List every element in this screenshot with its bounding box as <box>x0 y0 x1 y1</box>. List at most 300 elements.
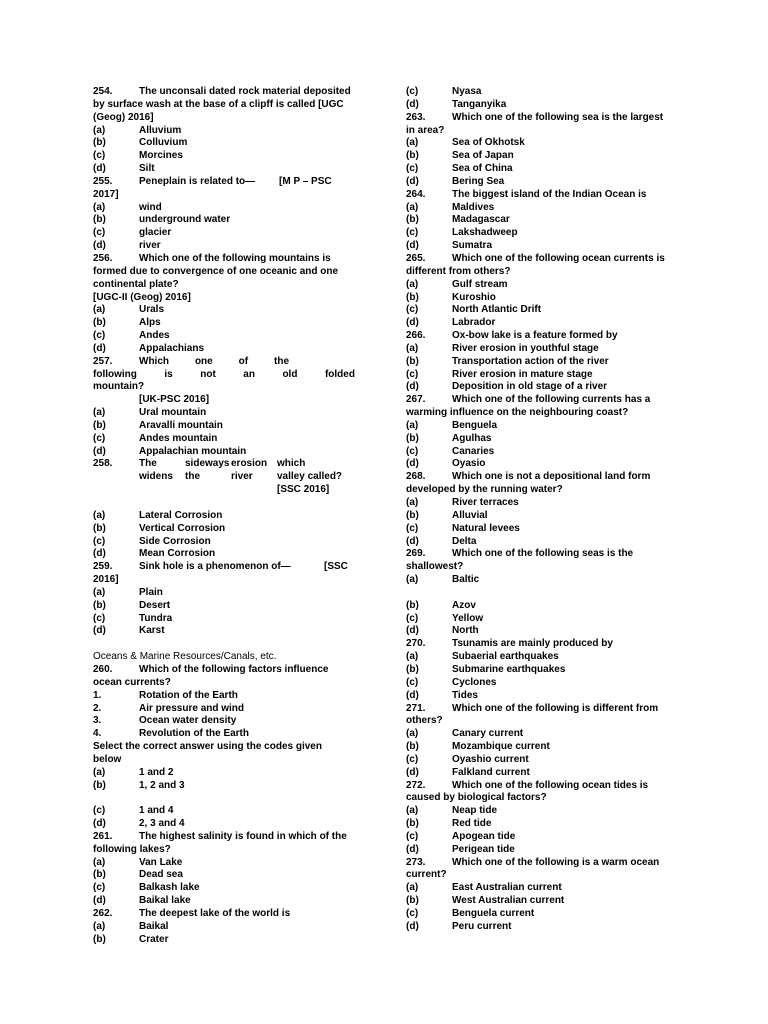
text: (c) <box>406 522 419 534</box>
text: Maldives <box>452 201 495 213</box>
option <box>406 163 676 176</box>
text: Which one of the following mountains is <box>139 252 331 264</box>
text: (c) <box>406 676 419 688</box>
option <box>93 510 355 523</box>
text: Van Lake <box>139 856 183 868</box>
text: (b) <box>406 509 419 521</box>
option <box>406 420 676 433</box>
text: (d) <box>406 98 419 110</box>
text: Appalachians <box>139 342 205 354</box>
question-261-stem-line: following lakes? <box>93 843 171 855</box>
question-256-stem <box>93 253 355 266</box>
text: The highest salinity is found in which of the <box>139 830 347 842</box>
question-267-stem <box>406 394 676 407</box>
question-261-stem <box>93 831 355 844</box>
option <box>406 831 676 844</box>
option <box>406 202 676 215</box>
text: Which one of the following is different from <box>452 702 659 714</box>
option <box>406 99 676 112</box>
text: (a) <box>406 574 419 586</box>
text: Dead sea <box>139 869 183 881</box>
text: 1 and 4 <box>139 805 174 817</box>
text: Which one of the following ocean currents is <box>452 252 665 264</box>
text: 259. <box>93 561 113 573</box>
option <box>93 921 355 934</box>
option <box>406 677 676 690</box>
text: (a) <box>406 342 419 354</box>
option <box>406 458 676 471</box>
text: (c) <box>93 882 106 894</box>
text: (a) <box>406 497 419 508</box>
text: Lateral Corrosion <box>139 509 223 521</box>
text: [UK-PSC 2016] <box>139 394 210 406</box>
question-273-stem <box>406 857 676 870</box>
text: (b) <box>93 214 106 226</box>
text: (d) <box>406 381 419 393</box>
text: which <box>277 458 306 470</box>
question-263-stem-line: in area? <box>406 124 445 136</box>
text: Rotation of the Earth <box>139 689 238 701</box>
list-item <box>93 728 355 741</box>
text: (c) <box>93 612 106 624</box>
option <box>406 304 676 317</box>
text: not <box>200 368 216 380</box>
text: erosion <box>231 458 268 470</box>
option <box>406 690 676 703</box>
text: (d) <box>93 895 106 907</box>
option <box>406 292 676 305</box>
option <box>93 240 355 253</box>
option <box>93 818 355 831</box>
text: Submarine earthquakes <box>452 663 566 675</box>
option <box>93 163 355 176</box>
text: (d) <box>93 625 106 637</box>
text: Silt <box>139 163 155 175</box>
text: Azov <box>452 599 476 611</box>
text: (a) <box>93 509 106 521</box>
text: old <box>282 368 298 380</box>
text: Which one is not a depositional land form <box>452 471 651 483</box>
text: (d) <box>406 535 419 547</box>
option <box>406 176 676 189</box>
option <box>93 869 355 882</box>
text: (a) <box>406 419 419 431</box>
text: (a) <box>93 586 106 598</box>
question-260-stem-line: ocean currents? <box>93 676 171 688</box>
option <box>406 227 676 240</box>
text: 258. <box>93 458 113 470</box>
text: Side Corrosion <box>139 535 211 547</box>
text: (b) <box>93 599 106 611</box>
section-heading: Oceans & Marine Resources/Canals, etc. <box>93 651 277 663</box>
option <box>406 240 676 253</box>
option <box>93 895 355 908</box>
option <box>406 754 676 767</box>
text: North <box>452 625 479 637</box>
text: Bering Sea <box>452 175 505 187</box>
question-271-stem-line: others? <box>406 715 443 727</box>
text: (c) <box>406 830 419 842</box>
text: Apogean tide <box>452 830 516 842</box>
text: wind <box>139 201 162 213</box>
text: (a) <box>406 805 419 817</box>
text: (c) <box>406 445 419 457</box>
text: (c) <box>406 86 419 97</box>
text: Peru current <box>452 920 512 932</box>
question-258-stem-line <box>93 471 355 484</box>
question-255-source: 2017] <box>93 188 119 200</box>
text: (d) <box>93 548 106 560</box>
option <box>406 908 676 921</box>
text: Tundra <box>139 612 173 624</box>
option <box>93 202 355 215</box>
text: Ox-bow lake is a feature formed by <box>452 330 618 342</box>
question-256-source: [UGC-II (Geog) 2016] <box>93 291 191 303</box>
option <box>93 317 355 330</box>
text: (b) <box>93 137 106 149</box>
option <box>406 805 676 818</box>
text: (b) <box>406 741 419 753</box>
text: 260. <box>93 663 113 675</box>
text: Air pressure and wind <box>139 702 245 714</box>
option <box>406 882 676 895</box>
option <box>406 523 676 536</box>
text: (a) <box>406 278 419 290</box>
text: (c) <box>406 753 419 765</box>
text: (d) <box>406 240 419 252</box>
text: following <box>93 368 137 380</box>
option <box>93 343 355 356</box>
text: (c) <box>406 612 419 624</box>
text: Alluvium <box>139 124 182 136</box>
question-259-stem <box>93 561 355 574</box>
list-item <box>93 690 355 703</box>
question-260-instruction: below <box>93 753 122 765</box>
option <box>93 214 355 227</box>
text: 3. <box>93 715 102 727</box>
text: of <box>238 355 249 367</box>
text: Aravalli mountain <box>139 419 223 431</box>
option <box>93 523 355 536</box>
text: Sea of China <box>452 163 513 175</box>
text: (d) <box>406 175 419 187</box>
text: The unconsali dated rock material deposited <box>139 86 351 97</box>
option <box>406 381 676 394</box>
text: Madagascar <box>452 214 510 226</box>
text: (b) <box>93 933 106 945</box>
text: (c) <box>93 432 106 444</box>
text: Labrador <box>452 317 496 329</box>
question-255-stem <box>93 176 355 189</box>
text: Which <box>139 355 169 367</box>
question-270-stem <box>406 638 676 651</box>
question-258-source <box>93 484 355 497</box>
option <box>406 446 676 459</box>
text: Which of the following factors influence <box>139 663 329 675</box>
text: 269. <box>406 548 426 560</box>
text: one <box>194 355 213 367</box>
text: Transportation action of the river <box>452 355 609 367</box>
text: River erosion in mature stage <box>452 368 593 380</box>
text: Mozambique current <box>452 741 550 753</box>
text: (d) <box>93 818 106 830</box>
option <box>406 356 676 369</box>
text: (c) <box>406 908 419 919</box>
text: (d) <box>406 920 419 932</box>
text: Gulf stream <box>452 278 508 290</box>
right-column <box>406 86 676 934</box>
text: Nyasa <box>452 86 482 97</box>
option <box>406 741 676 754</box>
question-268-stem-line: developed by the running water? <box>406 484 563 496</box>
text: The <box>139 458 157 470</box>
text: (a) <box>406 651 419 663</box>
text: Baikal lake <box>139 895 191 907</box>
text: 272. <box>406 779 426 791</box>
question-259-source: 2016] <box>93 574 119 586</box>
text: Alluvial <box>452 509 488 521</box>
option <box>406 279 676 292</box>
text: Oyashio current <box>452 753 529 765</box>
text: (b) <box>406 291 419 303</box>
text: (d) <box>93 342 106 354</box>
text: (b) <box>93 317 106 329</box>
text: Perigean tide <box>452 843 515 855</box>
text: (c) <box>93 330 106 342</box>
text: Tides <box>452 689 478 701</box>
text: 264. <box>406 188 426 200</box>
text: 271. <box>406 702 426 714</box>
text: 262. <box>93 908 113 919</box>
text: 263. <box>406 111 426 123</box>
question-254-source: (Geog) 2016] <box>93 111 154 123</box>
text: (b) <box>406 818 419 830</box>
text: North Atlantic Drift <box>452 304 542 316</box>
text: Plain <box>139 586 163 598</box>
text: 255. <box>93 175 113 187</box>
option <box>406 600 676 613</box>
text: Lakshadweep <box>452 227 518 239</box>
text: (a) <box>406 137 419 149</box>
option <box>406 844 676 857</box>
option <box>93 587 355 600</box>
text: Vertical Corrosion <box>139 522 226 534</box>
option <box>406 767 676 780</box>
text: Which one of the following currents has a <box>452 394 651 406</box>
question-268-stem <box>406 471 676 484</box>
question-260-instruction: Select the correct answer using the codes given <box>93 741 322 753</box>
question-256-stem-line: formed due to convergence of one oceanic and one <box>93 265 339 277</box>
option <box>93 446 355 459</box>
text: (a) <box>93 304 106 316</box>
text: [SSC <box>324 561 348 573</box>
option <box>93 536 355 549</box>
text: (d) <box>93 240 106 252</box>
text: Delta <box>452 535 477 547</box>
question-254-stem-line: by surface wash at the base of a clipff is called [UGC <box>93 98 344 110</box>
text: river <box>231 471 253 483</box>
option <box>93 600 355 613</box>
text: Which one of the following sea is the largest <box>452 111 664 123</box>
text: (d) <box>406 843 419 855</box>
question-266-stem <box>406 330 676 343</box>
text: Balkash lake <box>139 882 200 894</box>
text: 1 and 2 <box>139 766 174 778</box>
text: Oyasio <box>452 458 486 470</box>
text: The biggest island of the Indian Ocean is <box>452 188 647 200</box>
option <box>93 857 355 870</box>
text: Urals <box>139 304 165 316</box>
text: (a) <box>93 124 106 136</box>
question-272-stem <box>406 780 676 793</box>
text: Canary current <box>452 728 524 740</box>
text: Baltic <box>452 574 480 586</box>
text: River terraces <box>452 497 519 508</box>
text: Andes mountain <box>139 432 218 444</box>
text: Alps <box>139 317 161 329</box>
text: Appalachian mountain <box>139 445 247 457</box>
text: 270. <box>406 638 426 650</box>
option <box>406 536 676 549</box>
question-269-stem <box>406 548 676 561</box>
option <box>93 780 355 793</box>
text: the <box>185 471 200 483</box>
option <box>406 818 676 831</box>
option <box>93 934 355 947</box>
text: Peneplain is related to— <box>139 175 256 187</box>
text: (a) <box>93 856 106 868</box>
question-272-stem-line: caused by biological factors? <box>406 792 547 804</box>
text: (d) <box>406 766 419 778</box>
option <box>93 805 355 818</box>
question-257-stem-line: mountain? <box>93 381 145 393</box>
text: River erosion in youthful stage <box>452 342 599 354</box>
text: Colluvium <box>139 137 188 149</box>
text: (d) <box>406 625 419 637</box>
question-262-stem <box>93 908 355 921</box>
text: (a) <box>406 882 419 894</box>
text: Neap tide <box>452 805 498 817</box>
option <box>93 882 355 895</box>
option <box>406 651 676 664</box>
text: (b) <box>406 355 419 367</box>
option <box>406 921 676 934</box>
text: Cyclones <box>452 676 497 688</box>
text: (a) <box>93 407 106 419</box>
option <box>406 214 676 227</box>
question-273-stem-line: current? <box>406 869 447 881</box>
question-257-stem-line <box>93 369 355 382</box>
option <box>406 317 676 330</box>
question-256-stem-line: continental plate? <box>93 278 179 290</box>
text: an <box>243 368 255 380</box>
option <box>93 613 355 626</box>
text: 267. <box>406 394 426 406</box>
option <box>406 137 676 150</box>
text: the <box>274 355 290 367</box>
text: (b) <box>93 522 106 534</box>
question-258-stem <box>93 458 355 471</box>
text: Tanganyika <box>452 98 507 110</box>
text: Ural mountain <box>139 407 207 419</box>
text: 2, 3 and 4 <box>139 818 185 830</box>
question-267-stem-line: warming influence on the neighbouring coast? <box>406 407 629 419</box>
text: 257. <box>93 355 113 367</box>
option <box>93 407 355 420</box>
text: Crater <box>139 933 169 945</box>
text: Which one of the following ocean tides is <box>452 779 649 791</box>
text: 4. <box>93 728 102 740</box>
option <box>93 227 355 240</box>
text: Tsunamis are mainly produced by <box>452 638 613 650</box>
text: Deposition in old stage of a river <box>452 381 608 393</box>
left-column <box>93 86 355 947</box>
question-271-stem <box>406 703 676 716</box>
text: 256. <box>93 252 113 264</box>
text: (c) <box>406 163 419 175</box>
option <box>406 664 676 677</box>
text: (a) <box>93 766 106 778</box>
text: Ocean water density <box>139 715 237 727</box>
text: (b) <box>406 895 419 907</box>
question-265-stem <box>406 253 676 266</box>
text: Sumatra <box>452 240 493 252</box>
text: (b) <box>406 599 419 611</box>
text: Karst <box>139 625 165 637</box>
text: (a) <box>93 201 106 213</box>
text: (d) <box>93 163 106 175</box>
option <box>406 369 676 382</box>
text: Baikal <box>139 920 169 932</box>
text: is <box>164 368 173 380</box>
text: river <box>139 240 161 252</box>
question-260-stem <box>93 664 355 677</box>
text: Benguela <box>452 419 498 431</box>
text: Benguela current <box>452 908 535 919</box>
text: (b) <box>93 869 106 881</box>
option <box>93 767 355 780</box>
text: widens <box>139 471 173 483</box>
text: (c) <box>93 805 106 817</box>
text: (d) <box>406 458 419 470</box>
text: (c) <box>93 227 106 239</box>
option <box>93 433 355 446</box>
text: Sea of Japan <box>452 150 514 162</box>
option <box>93 625 355 638</box>
option <box>93 125 355 138</box>
text: Which one of the following seas is the <box>452 548 634 560</box>
text: [M P – PSC <box>279 175 332 187</box>
question-263-stem <box>406 112 676 125</box>
text: (b) <box>93 779 106 791</box>
text: (a) <box>406 728 419 740</box>
text: 1. <box>93 689 102 701</box>
option <box>406 497 676 510</box>
text: 254. <box>93 86 113 97</box>
text: 273. <box>406 856 426 868</box>
text: (c) <box>406 368 419 380</box>
option <box>93 150 355 163</box>
text: 266. <box>406 330 426 342</box>
option <box>406 343 676 356</box>
text: Morcines <box>139 150 183 162</box>
text: 2. <box>93 702 102 714</box>
text: Which one of the following is a warm ocean <box>452 856 660 868</box>
text: (c) <box>406 227 419 239</box>
question-269-stem-line: shallowest? <box>406 561 464 573</box>
text: Sea of Okhotsk <box>452 137 525 149</box>
text: sideways <box>185 458 230 470</box>
